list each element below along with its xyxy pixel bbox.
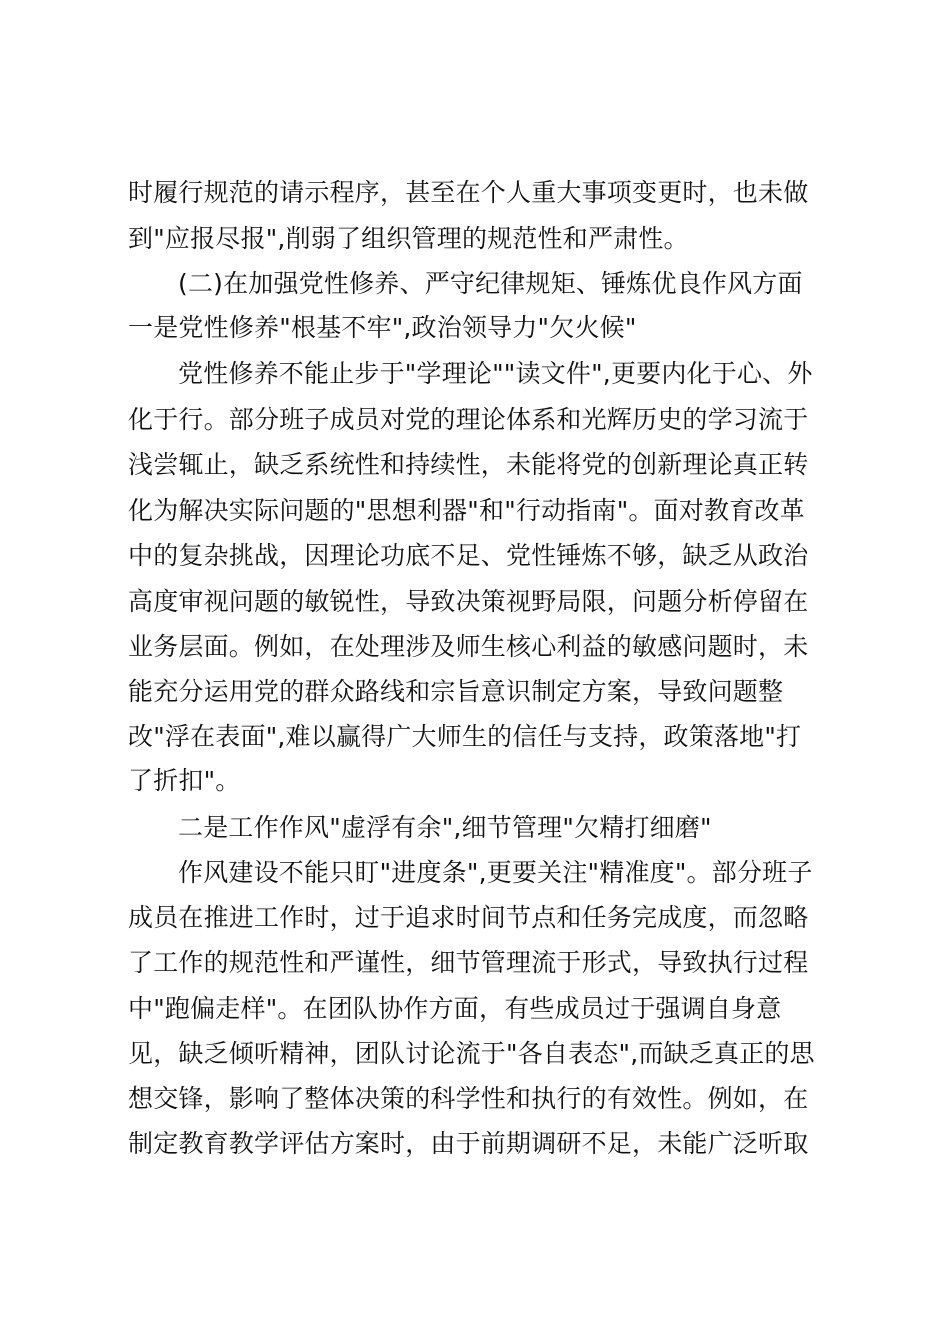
text-line: 业务层面。例如，在处理涉及师生核心利益的敏感问题时，未 xyxy=(128,632,809,661)
text-line: 中"跑偏走样"。在团队协作方面，有些成员过于强调自身意 xyxy=(128,994,782,1023)
text-line: 了工作的规范性和严谨性，细节管理流于形式，导致执行过程 xyxy=(128,948,809,977)
text-line: 化于行。部分班子成员对党的理论体系和光辉历史的学习流于 xyxy=(128,405,809,434)
text-line: 成员在推进工作时，过于追求时间节点和任务完成度，而忽略 xyxy=(128,903,809,932)
text-line: 想交锋，影响了整体决策的科学性和执行的有效性。例如，在 xyxy=(128,1084,809,1113)
subsection-heading: 二是工作作风"虚浮有余",细节管理"欠精打细磨" xyxy=(178,813,712,842)
text-line: 作风建设不能只盯"进度条",更要关注"精准度"。部分班子 xyxy=(178,858,813,887)
text-line: 高度审视问题的敏锐性，导致决策视野局限，问题分析停留在 xyxy=(128,587,809,616)
text-line: 了折扣"。 xyxy=(128,766,241,795)
text-line: 制定教育教学评估方案时，由于前期调研不足，未能广泛听取 xyxy=(128,1129,809,1158)
text-line: 中的复杂挑战，因理论功底不足、党性锤炼不够，缺乏从政治 xyxy=(128,541,809,570)
text-line: 见，缺乏倾听精神，团队讨论流于"各自表态",而缺乏真正的思 xyxy=(128,1039,815,1068)
subsection-heading: 一是党性修养"根基不牢",政治领导力"欠火候" xyxy=(128,313,637,342)
text-line: 党性修养不能止步于"学理论""读文件",更要内化于心、外 xyxy=(178,359,813,388)
text-line: 化为解决实际问题的"思想利器"和"行动指南"。面对教育改革 xyxy=(128,496,805,525)
text-line: 浅尝辄止，缺乏系统性和持续性，未能将党的创新理论真正转 xyxy=(128,450,809,479)
text-line: 时履行规范的请示程序，甚至在个人重大事项变更时，也未做 xyxy=(128,178,809,207)
text-line: 改"浮在表面",难以赢得广大师生的信任与支持，政策落地"打 xyxy=(128,722,802,751)
text-line: 能充分运用党的群众路线和宗旨意识制定方案，导致问题整 xyxy=(128,677,784,706)
section-heading: (二)在加强党性修养、严守纪律规矩、锤炼优良作风方面 xyxy=(178,269,803,298)
text-line: 到"应报尽报",削弱了组织管理的规范性和严肃性。 xyxy=(128,224,689,253)
